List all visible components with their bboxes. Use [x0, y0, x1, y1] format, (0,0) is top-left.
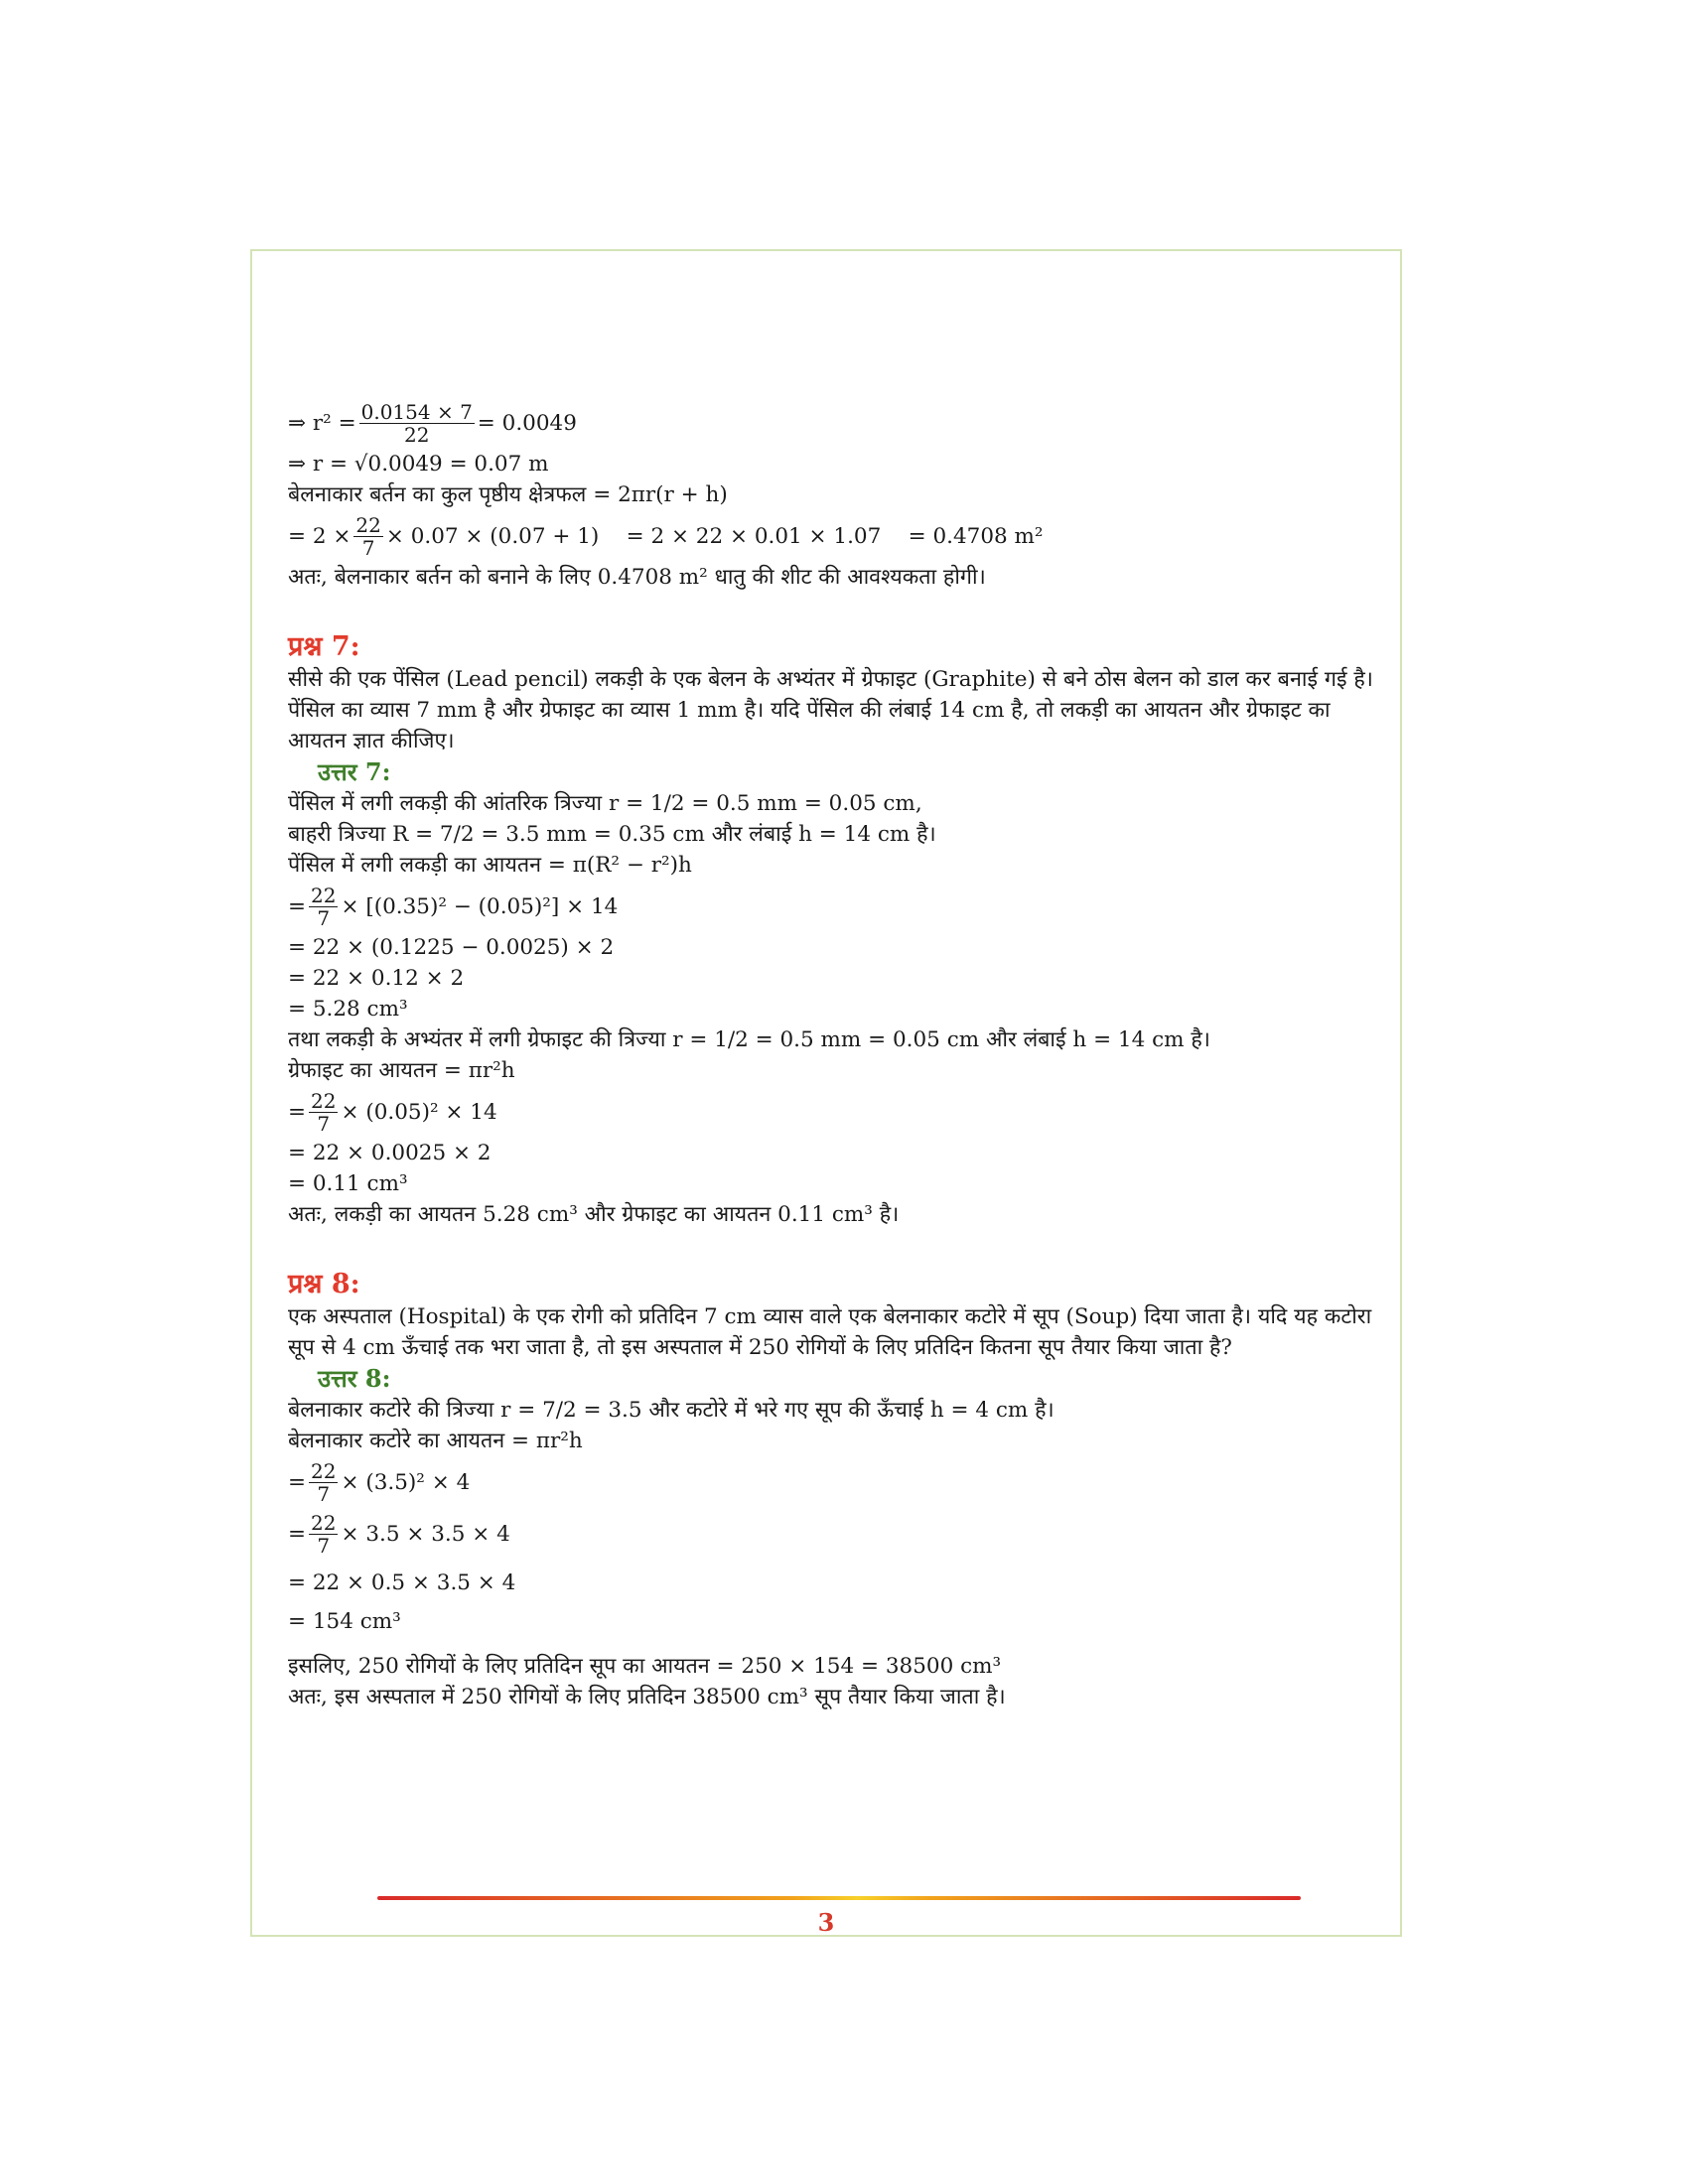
equation-text: × (0.05)² × 14: [341, 1099, 497, 1125]
answer-7-line: पेंसिल में लगी लकड़ी का आयतन = π(R² − r²)h: [288, 853, 692, 878]
answer-8-line: = 22 × 0.5 × 3.5 × 4: [288, 1570, 516, 1595]
equation-text: × 3.5 × 3.5 × 4: [341, 1521, 510, 1547]
question-7-text: सीसे की एक पेंसिल (Lead pencil) लकड़ी के एक बेलन के अभ्यंतर में ग्रेफाइट (Graphite) से बने ठोस बेलन को डाल कर बनाई गई है। पेंसिल का व्यास 7 mm है और ग्रेफाइट का व्यास 1 mm है। यदि पेंसिल की लंबाई 14 cm है, तो लकड़ी का आयतन और ग्रेफाइट का आयतन ज्ञात कीजिए।: [288, 667, 1373, 753]
answer-7-fraction-line: [288, 1086, 1380, 1138]
fraction-numerator: 0.0154 × 7: [360, 399, 473, 424]
fraction-denominator: 7: [317, 1111, 331, 1136]
question-8-text: एक अस्पताल (Hospital) के एक रोगी को प्रतिदिन 7 cm व्यास वाले एक बेलनाकार कटोरे में सूप (Soup) दिया जाता है। यदि यह कटोरा सूप से 4 cm ऊँचाई तक भरा जाता है, तो इस अस्पताल में 250 रोगियों के लिए प्रतिदिन कितना सूप तैयार किया जाता है?: [288, 1304, 1372, 1360]
page-content: [288, 397, 1380, 1712]
question-7-heading: प्रश्न 7:: [288, 631, 360, 662]
solution6-conclusion: अतः, बेलनाकार बर्तन को बनाने के लिए 0.4708 m² धातु की शीट की आवश्यकता होगी।: [288, 565, 986, 590]
fraction-denominator: 7: [317, 905, 331, 930]
answer-7-line: = 5.28 cm³: [288, 997, 408, 1022]
fraction-denominator: 22: [403, 422, 430, 447]
answer-7-line: बाहरी त्रिज्या R = 7/2 = 3.5 mm = 0.35 cm और लंबाई h = 14 cm है।: [288, 822, 936, 847]
equation-text: =: [288, 1099, 307, 1125]
answer-7-fraction-line: [288, 881, 1380, 932]
fraction: [359, 401, 475, 446]
answer-8-fraction-line: [288, 1456, 1380, 1508]
equation-text: × [(0.35)² − (0.05)²] × 14: [341, 893, 619, 919]
answer-7-line: तथा लकड़ी के अभ्यंतर में लगी ग्रेफाइट की त्रिज्या r = 1/2 = 0.5 mm = 0.05 cm और लंबाई h = 14 cm है।: [288, 1027, 1210, 1052]
answer-7-conclusion: अतः, लकड़ी का आयतन 5.28 cm³ और ग्रेफाइट का आयतन 0.11 cm³ है।: [288, 1202, 900, 1227]
question-8-heading: प्रश्न 8:: [288, 1269, 360, 1299]
fraction: [309, 1090, 338, 1135]
fraction-denominator: 7: [361, 535, 375, 560]
fraction-numerator: 22: [311, 883, 337, 907]
answer-8-line: बेलनाकार कटोरे की त्रिज्या r = 7/2 = 3.5 और कटोरे में भरे गए सूप की ऊँचाई h = 4 cm है।: [288, 1398, 1055, 1423]
fraction-numerator: 22: [311, 1510, 337, 1535]
fraction: [353, 514, 382, 559]
answer-7-line: ग्रेफाइट का आयतन = πr²h: [288, 1058, 515, 1083]
equation-r: ⇒ r = √0.0049 = 0.07 m: [288, 452, 549, 477]
surface-area-calculation: [288, 510, 1380, 562]
fraction: [309, 1512, 338, 1557]
answer-7-line: = 22 × (0.1225 − 0.0025) × 2: [288, 935, 615, 960]
answer-7-line: = 22 × 0.0025 × 2: [288, 1141, 492, 1165]
fraction-numerator: 22: [311, 1458, 337, 1483]
equation-text: × 0.07 × (0.07 + 1) = 2 × 22 × 0.01 × 1.07 = 0.4708 m²: [385, 523, 1044, 549]
fraction: [309, 1460, 338, 1505]
equation-text: = 2 ×: [288, 523, 352, 549]
answer-8-line: इसलिए, 250 रोगियों के लिए प्रतिदिन सूप का आयतन = 250 × 154 = 38500 cm³: [288, 1654, 1002, 1679]
answer-7-heading: उत्तर 7:: [318, 757, 391, 786]
surface-area-formula: बेलनाकार बर्तन का कुल पृष्ठीय क्षेत्रफल = 2πr(r + h): [288, 482, 728, 507]
answer-7-line: पेंसिल में लगी लकड़ी की आंतरिक त्रिज्या r = 1/2 = 0.5 mm = 0.05 cm,: [288, 791, 922, 816]
answer-8-line: = 154 cm³: [288, 1609, 401, 1634]
answer-8-heading: उत्तर 8:: [318, 1364, 391, 1393]
fraction-numerator: 22: [355, 512, 381, 537]
equation-text: × (3.5)² × 4: [341, 1469, 471, 1495]
answer-7-line: = 0.11 cm³: [288, 1171, 408, 1196]
equation-text: =: [288, 893, 307, 919]
equation-text: =: [288, 1521, 307, 1547]
fraction-numerator: 22: [311, 1088, 337, 1113]
page-number: 3: [817, 1908, 835, 1937]
fraction: [309, 885, 338, 929]
answer-8-fraction-line: [288, 1508, 1380, 1560]
fraction-denominator: 7: [317, 1533, 331, 1558]
equation-r-squared: [288, 397, 1380, 449]
footer-divider: [377, 1896, 1301, 1900]
answer-8-conclusion: अतः, इस अस्पताल में 250 रोगियों के लिए प्रतिदिन 38500 cm³ सूप तैयार किया जाता है।: [288, 1685, 1006, 1709]
fraction-denominator: 7: [317, 1481, 331, 1506]
equation-text: ⇒ r² =: [288, 410, 356, 436]
answer-8-line: बेलनाकार कटोरे का आयतन = πr²h: [288, 1429, 583, 1453]
equation-text: =: [288, 1469, 307, 1495]
answer-7-line: = 22 × 0.12 × 2: [288, 966, 465, 991]
equation-text: = 0.0049: [477, 410, 577, 436]
